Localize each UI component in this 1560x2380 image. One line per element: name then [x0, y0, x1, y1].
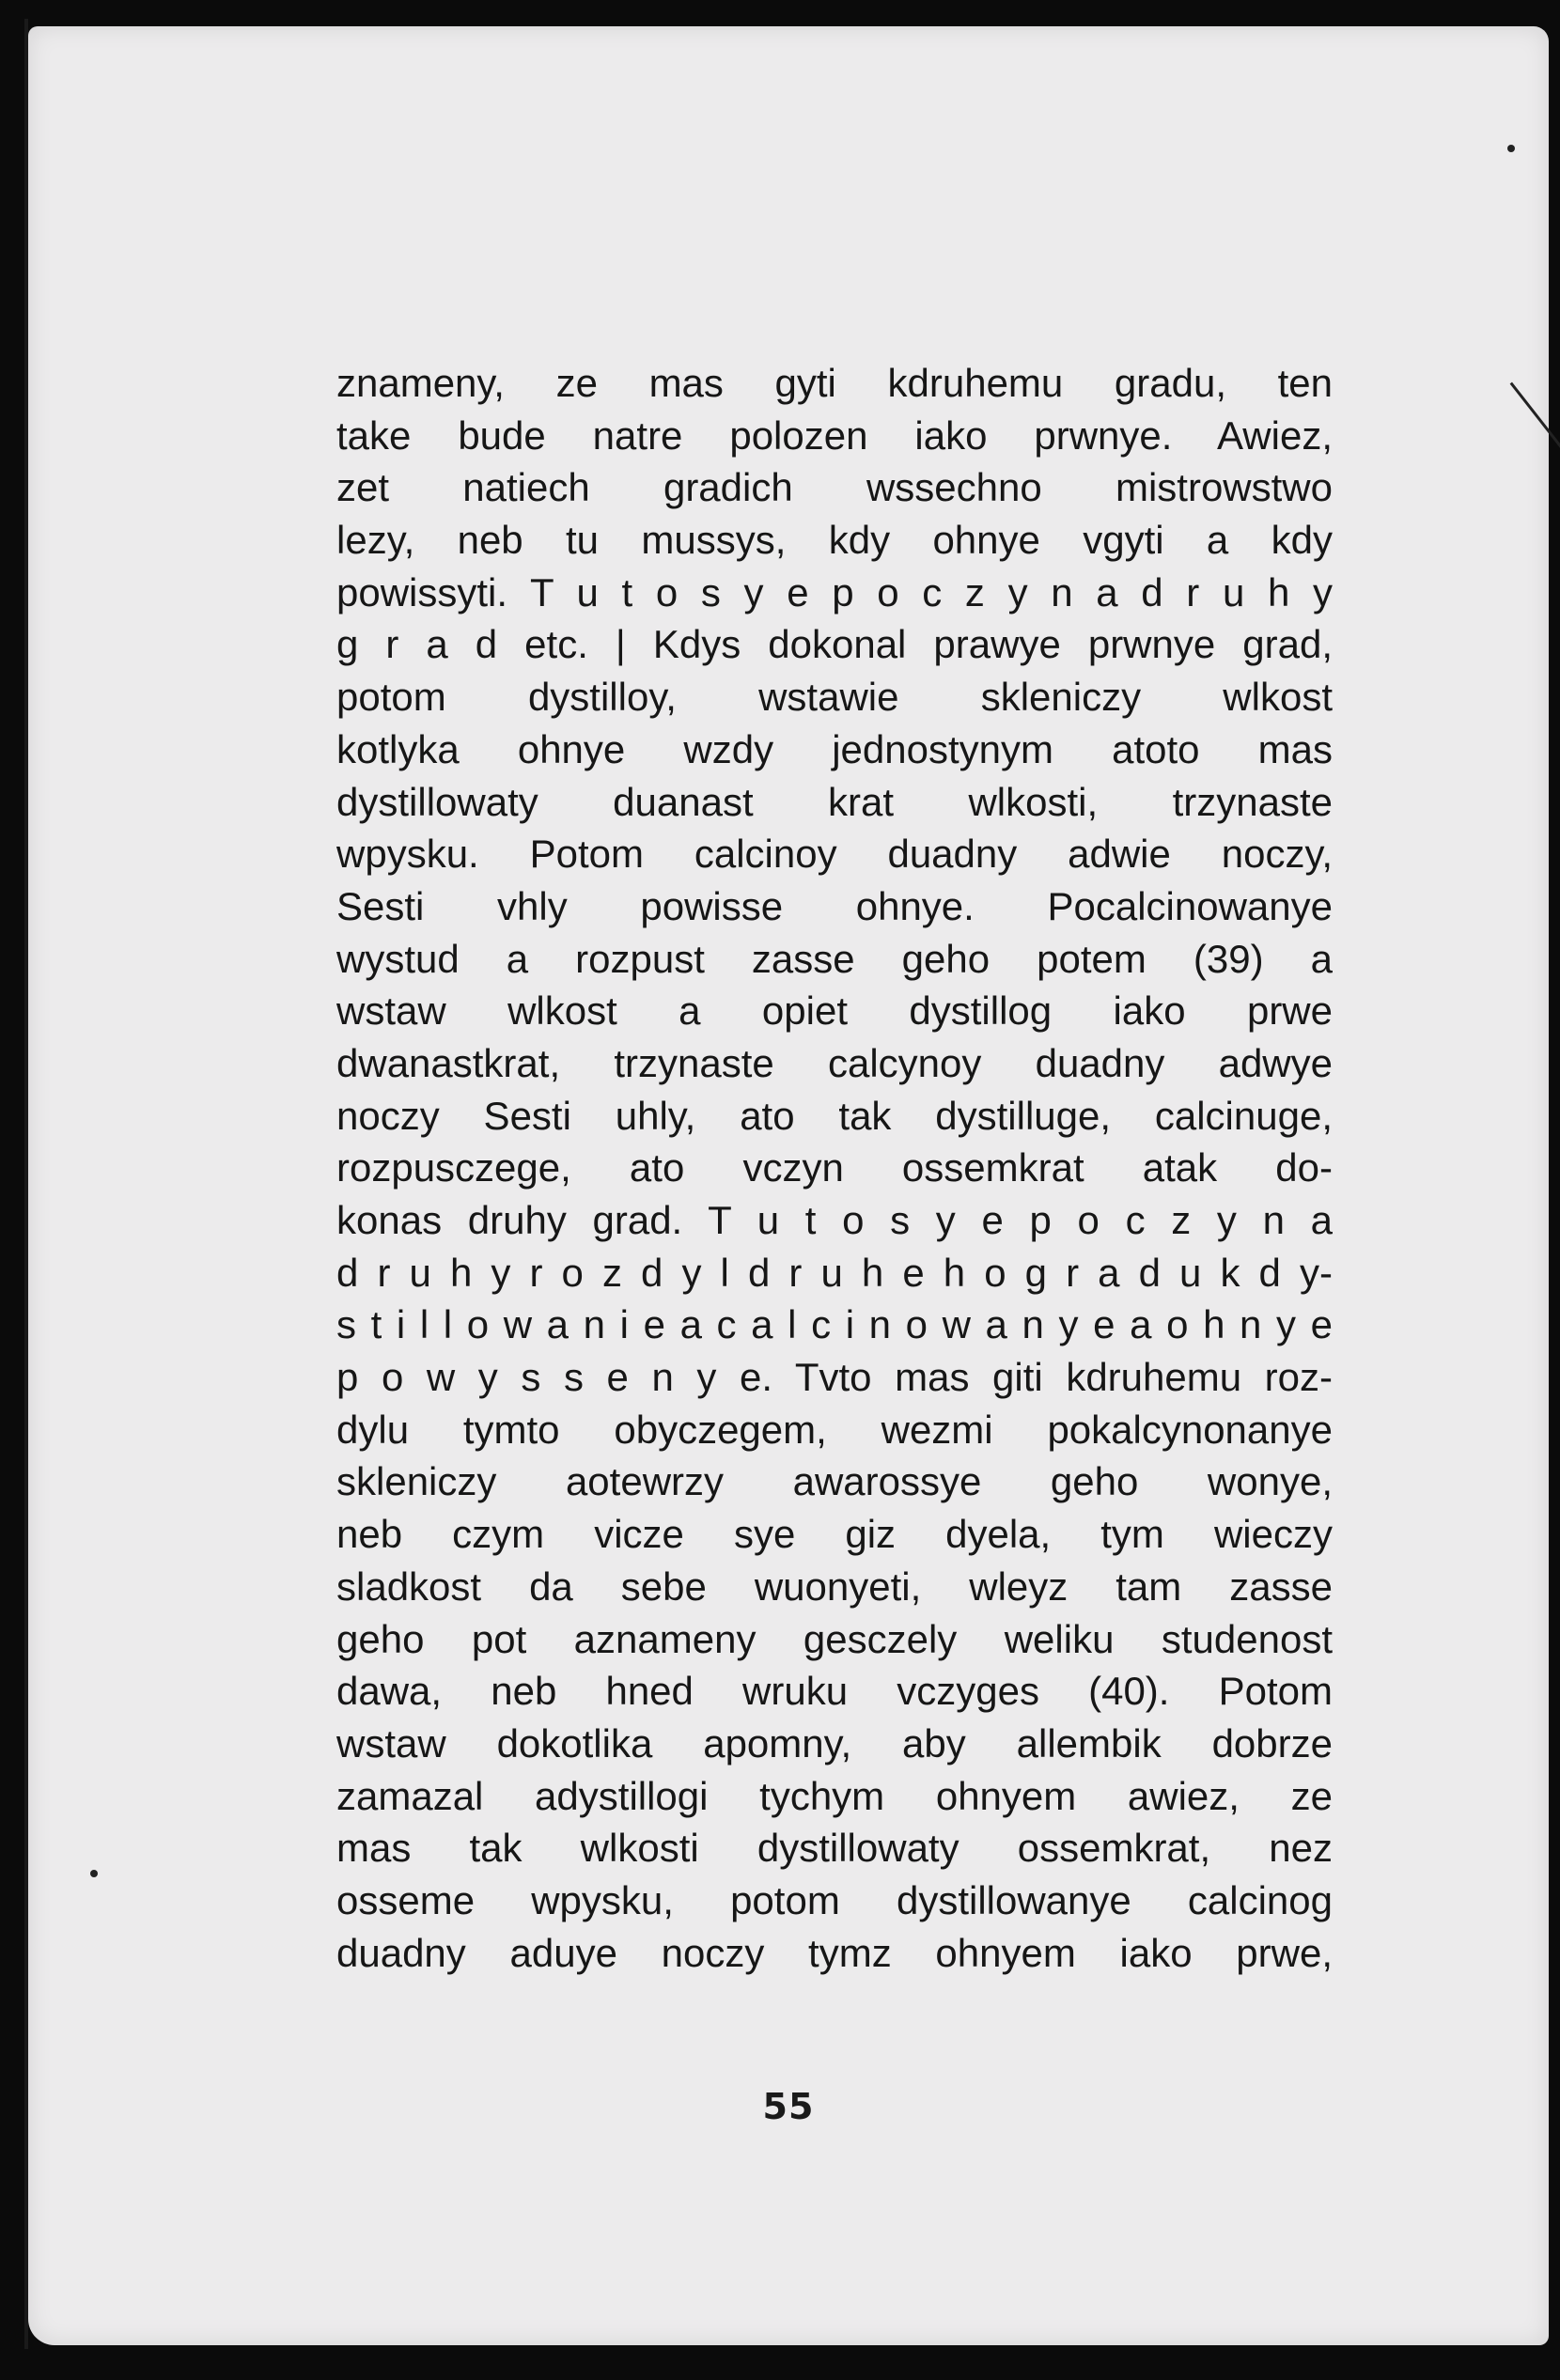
text-line: dystillowaty duanast krat wlkosti, trzynaste — [336, 779, 1333, 824]
text-line: wstaw dokotlika apomny, aby allembik dobrze — [336, 1720, 1333, 1766]
scan-speck — [1507, 145, 1515, 152]
text-line: p o w y s s e n y e. Tvto mas giti kdruhemu roz- — [336, 1355, 1333, 1400]
text-line: potom dystilloy, wstawie skleniczy wlkost — [336, 675, 1333, 720]
text-line: duadny aduye noczy tymz ohnyem iako prwe, — [336, 1930, 1333, 1975]
text-line: wstaw wlkost a opiet dystillog iako prwe — [336, 988, 1333, 1034]
left-binding-edge — [24, 19, 28, 2349]
book-page — [28, 26, 1549, 2345]
text-line: dwanastkrat, trzynaste calcynoy duadny adwye — [336, 1040, 1333, 1085]
text-line: wystud a rozpust zasse geho potem (39) a — [336, 936, 1333, 981]
text-line: g r a d etc. | Kdys dokonal prawye prwnye grad, — [336, 622, 1333, 667]
text-line: Sesti vhly powisse ohnye. Pocalcinowanye — [336, 883, 1333, 928]
text-line: noczy Sesti uhly, ato tak dystilluge, calcinuge, — [336, 1093, 1333, 1138]
text-line: znameny, ze mas gyti kdruhemu gradu, ten — [336, 361, 1333, 405]
text-line: neb czym vicze sye giz dyela, tym wieczy — [336, 1512, 1333, 1557]
text-line: kotlyka ohnye wzdy jednostynym atoto mas — [336, 726, 1333, 771]
text-line: konas druhy grad. T u t o s y e p o c z y n a — [336, 1198, 1333, 1242]
text-line: powissyti. T u t o s y e p o c z y n a d r u h y — [336, 569, 1333, 614]
text-line: geho pot aznameny gesczely weliku studenost — [336, 1616, 1333, 1661]
text-line: take bude natre polozen iako prwnye. Awiez, — [336, 412, 1333, 458]
page-number: 55 — [762, 2086, 815, 2127]
text-line: dylu tymto obyczegem, wezmi pokalcynonanye — [336, 1407, 1333, 1452]
text-line: wpysku. Potom calcinoy duadny adwie noczy, — [336, 832, 1333, 877]
text-line: s t i l l o w a n i e a c a l c i n o w a n y e a o h n y e — [336, 1302, 1333, 1347]
text-line: zet natiech gradich wssechno mistrowstwo — [336, 465, 1333, 510]
text-line: dawa, neb hned wruku vczyges (40). Potom — [336, 1669, 1333, 1714]
text-line: osseme wpysku, potom dystillowanye calcinog — [336, 1877, 1333, 1922]
text-line: d r u h y r o z d y l d r u h e h o g r a d u k d y- — [336, 1250, 1333, 1295]
text-line: skleniczy aotewrzy awarossye geho wonye, — [336, 1459, 1333, 1504]
scan-speck — [90, 1870, 98, 1877]
body-text — [336, 357, 1333, 1979]
text-line: sladkost da sebe wuonyeti, wleyz tam zasse — [336, 1563, 1333, 1609]
text-line: lezy, neb tu mussys, kdy ohnye vgyti a kdy — [336, 518, 1333, 563]
text-line: rozpusczege, ato vczyn ossemkrat atak do- — [336, 1145, 1333, 1190]
text-line: mas tak wlkosti dystillowaty ossemkrat, nez — [336, 1826, 1333, 1871]
text-line: zamazal adystillogi tychym ohnyem awiez, ze — [336, 1773, 1333, 1818]
margin-pen-stroke — [1510, 382, 1560, 451]
